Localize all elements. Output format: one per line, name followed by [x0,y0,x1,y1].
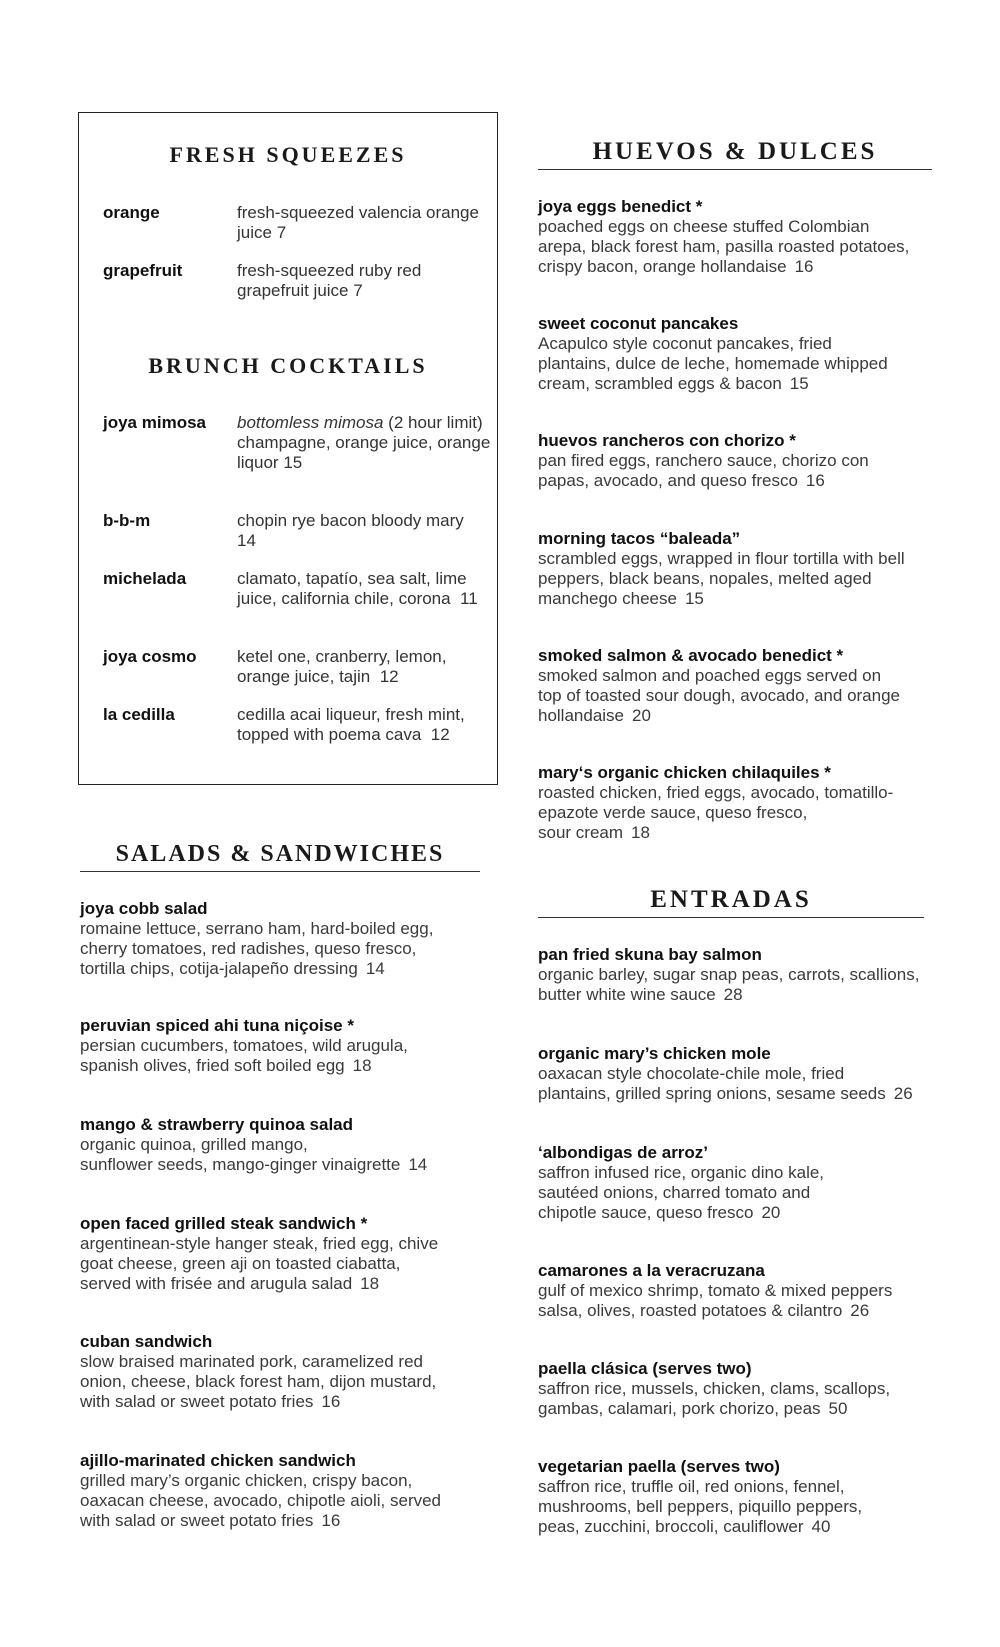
item-name: la cedilla [103,705,175,724]
item-price: 14 [408,1155,428,1174]
item-price: 20 [761,1203,781,1222]
item-name: vegetarian paella (serves two) [538,1457,780,1476]
item-description: cedilla acai liqueur, fresh mint, topped with poema cava 12 [237,705,465,744]
item-description: pan fired eggs, ranchero sauce, chorizo con papas, avocado, and queso fresco 16 [538,451,869,490]
brunch-cocktails-heading: BRUNCH COCKTAILS [148,353,428,378]
item-price: 28 [723,985,743,1004]
item-name: ajillo-marinated chicken sandwich [80,1451,356,1470]
menu-item [538,763,978,843]
item-description: smoked salmon and poached eggs served on top of toasted sour dough, avocado, and orange hollandaise 20 [538,666,900,725]
huevos-dulces-heading: HUEVOS & DULCES [592,138,878,165]
item-name: smoked salmon & avocado benedict * [538,646,844,665]
item-name: b-b-m [103,511,151,530]
item-price: 15 [283,453,303,472]
item-name: mango & strawberry quinoa salad [80,1115,354,1134]
entradas-rule [538,917,924,918]
item-description: organic quinoa, grilled mango, sunflower seeds, mango-ginger vinaigrette 14 [80,1135,428,1174]
item-price: 50 [828,1399,848,1418]
item-price: 16 [794,257,814,276]
item-name: grapefruit [103,261,183,280]
item-name: joya eggs benedict * [538,197,703,216]
item-description: saffron rice, truffle oil, red onions, fennel, mushrooms, bell peppers, piquillo peppers, peas, zucchini, broccoli, cauliflower 40 [538,1477,863,1536]
menu-item [80,1115,500,1175]
item-description: clamato, tapatío, sea salt, lime juice, california chile, corona 11 [237,569,478,608]
menu-item [538,646,978,726]
item-description: fresh-squeezed ruby red grapefruit juice 7 [237,261,422,300]
item-name: sweet coconut pancakes [538,314,739,333]
menu-item [538,1359,978,1419]
item-name: organic mary’s chicken mole [538,1044,771,1063]
menu-item [80,1332,500,1412]
menu-item [538,314,978,394]
item-name: open faced grilled steak sandwich * [80,1214,368,1233]
item-price: 16 [321,1392,341,1411]
item-name: joya cobb salad [80,899,208,918]
menu-item [538,945,978,1005]
item-description: chopin rye bacon bloody mary 14 [237,511,464,550]
item-description: grilled mary’s organic chicken, crispy bacon, oaxacan cheese, avocado, chipotle aioli, served with salad or sweet potato fries 16 [80,1471,442,1530]
item-price: 12 [379,667,399,686]
menu-item [80,899,500,979]
item-price: 14 [365,959,385,978]
item-description: saffron infused rice, organic dino kale, sautéed onions, charred tomato and chipotle sauce, queso fresco 20 [538,1163,825,1222]
item-description: bottomless mimosa (2 hour limit) champagne, orange juice, orange liquor 15 [237,413,491,472]
item-price: 12 [430,725,450,744]
item-description: Acapulco style coconut pancakes, fried plantains, dulce de leche, homemade whipped cream, scrambled eggs & bacon 15 [538,334,888,393]
menu-item [538,1143,978,1223]
item-price: 18 [631,823,650,842]
item-price: 26 [850,1301,870,1320]
menu-item [538,1457,978,1537]
menu-item [538,529,978,609]
item-description: persian cucumbers, tomatoes, wild arugula, spanish olives, fried soft boiled egg 18 [80,1036,408,1075]
item-price: 15 [789,374,809,393]
item-price: 16 [321,1511,341,1530]
item-price: 20 [632,706,651,725]
item-name: peruvian spiced ahi tuna niçoise * [80,1016,354,1035]
item-description: romaine lettuce, serrano ham, hard-boiled egg, cherry tomatoes, red radishes, queso fresco, tortilla chips, cotija-jalapeño dressing 14 [80,919,434,978]
menu-item [80,1016,500,1076]
item-price: 18 [360,1274,380,1293]
item-name: camarones a la veracruzana [538,1261,765,1280]
menu-item [538,431,978,491]
item-name: paella clásica (serves two) [538,1359,752,1378]
menu-item [538,197,978,277]
item-description: saffron rice, mussels, chicken, clams, scallops, gambas, calamari, pork chorizo, peas 50 [538,1379,891,1418]
item-description: argentinean-style hanger steak, fried egg, chive goat cheese, green aji on toasted ciabatta, served with frisée and arugula salad 18 [80,1234,439,1293]
salads-sandwiches-rule [80,871,480,872]
item-price: 14 [237,531,256,550]
item-description: ketel one, cranberry, lemon, orange juice, tajin 12 [237,647,447,686]
item-name: huevos rancheros con chorizo * [538,431,796,450]
item-name: mary‘s organic chicken chilaquiles * [538,763,831,782]
menu-item [538,1261,978,1321]
item-name: pan fried skuna bay salmon [538,945,762,964]
item-description: organic barley, sugar snap peas, carrots, scallions, butter white wine sauce 28 [538,965,920,1004]
fresh-squeezes-heading: FRESH SQUEEZES [169,142,407,167]
item-description: gulf of mexico shrimp, tomato & mixed peppers salsa, olives, roasted potatoes & cilantro 26 [538,1281,893,1320]
item-price: 7 [276,223,287,242]
item-description: poached eggs on cheese stuffed Colombian arepa, black forest ham, pasilla roasted potatoes, crispy bacon, orange hollandaise 16 [538,217,910,276]
item-description: slow braised marinated pork, caramelized red onion, cheese, black forest ham, dijon mustard, with salad or sweet potato fries 16 [80,1352,437,1411]
item-name: joya cosmo [103,647,197,666]
item-price: 11 [460,589,478,608]
item-price: 16 [805,471,825,490]
menu-item [538,1044,978,1104]
item-name: ‘albondigas de arroz’ [538,1143,709,1162]
item-price: 7 [353,281,363,300]
menu-item [80,1214,500,1294]
item-name: joya mimosa [103,413,206,432]
salads-sandwiches-heading: SALADS & SANDWICHES [115,841,445,867]
entradas-heading: ENTRADAS [650,886,812,913]
item-price: 26 [893,1084,913,1103]
item-price: 40 [811,1517,831,1536]
item-name: morning tacos “baleada” [538,529,741,548]
item-name: cuban sandwich [80,1332,213,1351]
item-price: 15 [684,589,704,608]
menu-item [80,1451,500,1531]
item-description: fresh-squeezed valencia orange juice 7 [237,203,479,242]
item-description: scrambled eggs, wrapped in flour tortilla with bell peppers, black beans, nopales, melted aged manchego cheese 15 [538,549,905,608]
item-description: roasted chicken, fried eggs, avocado, tomatillo- epazote verde sauce, queso fresco, sour cream 18 [538,783,894,842]
item-name: orange [103,203,160,222]
item-description: oaxacan style chocolate-chile mole, fried plantains, grilled spring onions, sesame seeds 26 [538,1064,913,1103]
item-price: 18 [352,1056,372,1075]
huevos-dulces-rule [538,169,932,170]
item-name: michelada [103,569,187,588]
